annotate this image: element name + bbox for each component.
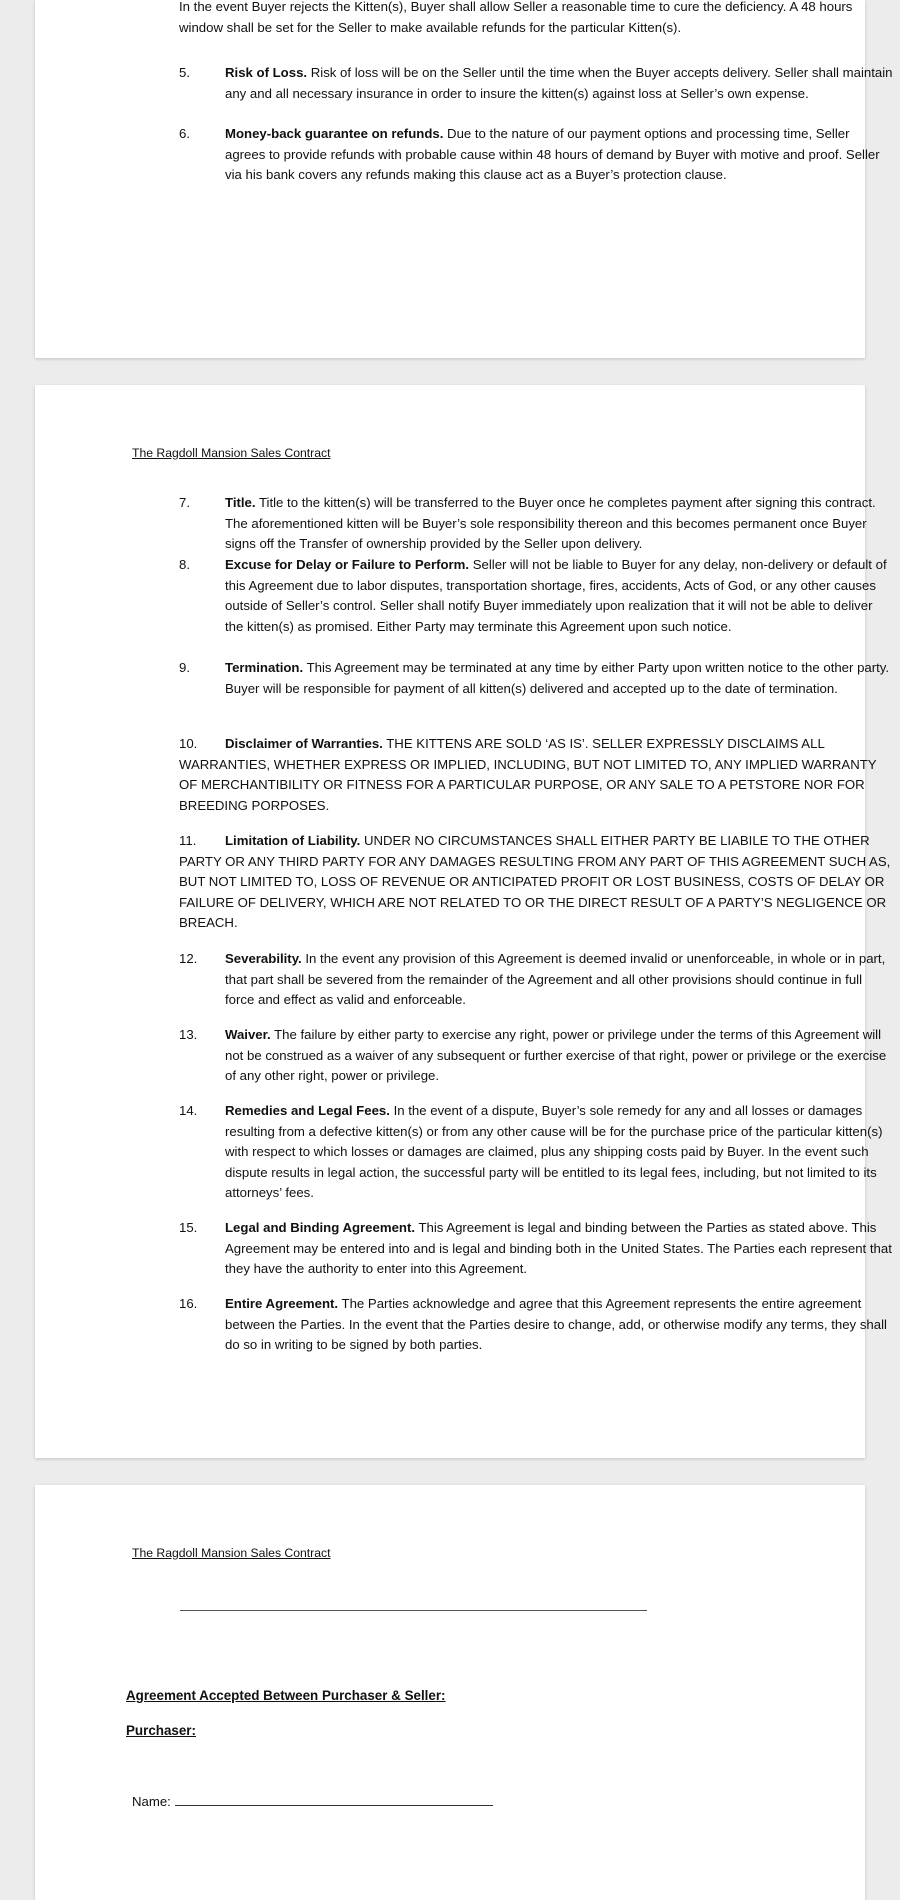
clause-number: 10. [179,736,198,751]
page-header: The Ragdoll Mansion Sales Contract [132,446,331,460]
clause-title: Limitation of Liability. [225,833,361,848]
clause-number: 14. [179,1103,198,1118]
clause-number: 12. [179,951,198,966]
agreement-accepted-heading: Agreement Accepted Between Purchaser & Seller: [126,1688,446,1703]
clause-7 [179,493,893,555]
clause-number: 6. [179,126,190,141]
clause-title: Excuse for Delay or Failure to Perform. [225,557,470,572]
clause-text: THE KITTENS ARE SOLD ‘AS IS’. SELLER EXPRESSLY DISCLAIMS ALL WARRANTIES, WHETHER EXPRESS OR IMPLIED, INCLUDING, BUT NOT LIMITED TO, ANY IMPLIED WARRANTY OF MERCHANTIBILITY OR FITNESS FOR A PARTICULAR PURPOSE, OR ANY SALE TO A PETSTORE NOR FOR BREEDING PORPOSES. [179,736,877,813]
intro-paragraph: In the event Buyer rejects the Kitten(s), Buyer shall allow Seller a reasonable time to cure the deficiency. A 48 hours window shall be set for the Seller to make available refunds for the particular Kitten(s). [179,0,853,35]
clause-number: 7. [179,495,190,510]
clause-number: 15. [179,1220,198,1235]
clause-title: Remedies and Legal Fees. [225,1103,390,1118]
clause-number: 9. [179,660,190,675]
clause-title: Title. [225,495,256,510]
clause-6 [179,124,893,186]
clause-title: Termination. [225,660,304,675]
clause-text: The Parties acknowledge and agree that this Agreement represents the entire agreement between the Parties. In the event that the Parties desire to change, add, or otherwise modify any terms, they shall do so in writing to be signed by both parties. [225,1296,887,1352]
clause-title: Disclaimer of Warranties. [225,736,383,751]
clause-text: This Agreement may be terminated at any time by either Party upon written notice to the other party. Buyer will be responsible for payment of all kitten(s) delivered and accepted up to the date of termination. [225,660,890,696]
purchaser-label: Purchaser: [126,1723,196,1738]
clause-number: 13. [179,1027,198,1042]
clause-title: Entire Agreement. [225,1296,339,1311]
clause-text: Title to the kitten(s) will be transferred to the Buyer once he completes payment after signing this contract. The aforementioned kitten will be Buyer’s sole responsibility thereon and this becomes permanent once Buyer signs off the Transfer of ownership provided by the Seller upon delivery. [225,495,876,551]
purchaser-name-field[interactable] [132,1793,493,1809]
document-page-3 [35,1485,865,1900]
clause-title: Money-back guarantee on refunds. [225,126,444,141]
clause-number: 5. [179,65,190,80]
clause-14 [179,1101,893,1204]
clause-text: UNDER NO CIRCUMSTANCES SHALL EITHER PARTY BE LIABILE TO THE OTHER PARTY OR ANY THIRD PARTY FOR ANY DAMAGES RESULTING FROM ANY PART OF THIS AGREEMENT SUCH AS, BUT NOT LIMITED TO, LOSS OF REVENUE OR ANTICIPATED PROFIT OR LOST BUSINESS, COSTS OF DELAY OR FAILURE OF DELIVERY, WHICH ARE NOT RELATED TO OR THE DIRECT RESULT OF A PARTY’S NEGLIGENCE OR BREACH. [179,833,891,930]
document-page-1 [35,0,893,358]
clause-12 [179,949,893,1011]
clause-text: Due to the nature of our payment options and processing time, Seller agrees to provide refunds with probable cause within 48 hours of demand by Buyer with motive and proof. Seller via his bank covers any refunds making this clause act as a Buyer’s protection clause. [225,126,880,182]
clause-title: Legal and Binding Agreement. [225,1220,416,1235]
clause-13 [179,1025,893,1087]
clause-number: 11. [179,833,197,848]
name-label: Name: [132,1794,171,1809]
page-header: The Ragdoll Mansion Sales Contract [132,1546,331,1560]
clause-15 [179,1218,893,1280]
clause-text: Risk of loss will be on the Seller until the time when the Buyer accepts delivery. Seller shall maintain any and all necessary insurance in order to insure the kitten(s) against loss at Seller’s own expense. [225,65,893,101]
document-page-2 [35,385,892,1458]
clause-title: Risk of Loss. [225,65,308,80]
clause-text: This Agreement is legal and binding between the Parties as stated above. This Agreement may be entered into and is legal and binding both in the United States. The Parties each represent that they have the authority to enter into this Agreement. [225,1220,892,1276]
clause-title: Waiver. [225,1027,271,1042]
clause-number: 8. [179,557,190,572]
signature-divider-line [180,1610,647,1611]
clause-5 [179,63,893,104]
clause-title: Severability. [225,951,302,966]
clause-16 [179,1294,893,1356]
clause-text: In the event any provision of this Agreement is deemed invalid or unenforceable, in whole or in part, that part shall be severed from the remainder of the Agreement and all other provisions should continue in full force and effect as valid and enforceable. [225,951,886,1007]
clause-10 [179,734,893,816]
clause-11 [179,831,893,934]
name-signature-line[interactable] [175,1793,493,1806]
clause-text: In the event of a dispute, Buyer’s sole remedy for any and all losses or damages resulting from a defective kitten(s) or from any other cause will be for the purchase price of the particular kitten(s) with respect to which losses or damages are claimed, plus any shipping costs paid by Buyer. In the event such dispute results in legal action, the successful party will be entitled to its legal fees, including, but not limited to its attorneys’ fees. [225,1103,883,1200]
clause-text: Seller will not be liable to Buyer for any delay, non-delivery or default of this Agreement due to labor disputes, transportation shortage, fires, accidents, Acts of God, or any other causes outside of Seller’s control. Seller shall notify Buyer immediately upon realization that it will not be able to deliver the kitten(s) as promised. Either Party may terminate this Agreement upon such notice. [225,557,887,634]
clause-number: 16. [179,1296,198,1311]
clause-8 [179,555,893,637]
clause-text: The failure by either party to exercise any right, power or privilege under the terms of this Agreement will not be construed as a waiver of any subsequent or further exercise of that right, power or privilege or the exercise of any other right, power or privilege. [225,1027,887,1083]
clause-9 [179,658,893,699]
